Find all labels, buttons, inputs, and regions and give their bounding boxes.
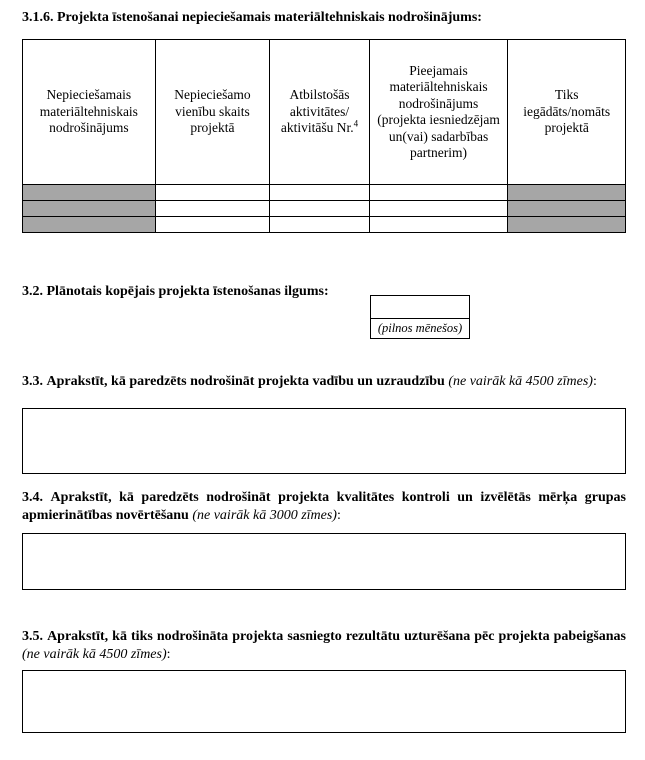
material-provision-table	[22, 39, 626, 233]
col-header-activity-number	[270, 40, 369, 185]
footnote-4-reference: 4	[353, 118, 359, 129]
section-3-3-colon: :	[592, 374, 597, 390]
duration-unit-label: (pilnos mēnešos)	[371, 319, 470, 339]
section-3-5-colon: :	[166, 647, 171, 663]
cell-activity-number[interactable]	[270, 185, 369, 201]
duration-unit-row	[371, 319, 470, 339]
cell-activity-number[interactable]	[270, 217, 369, 233]
section-3-3-title: Aprakstīt, kā paredzēts nodrošināt projekta vadību un uzraudzību	[46, 374, 445, 390]
section-3-2-heading	[22, 283, 370, 301]
section-3-1-6-heading	[22, 9, 626, 27]
duration-value-row	[371, 296, 470, 319]
section-3-4-limit-note: (ne vairāk kā 3000 zīmes)	[192, 508, 337, 524]
material-table-row	[23, 201, 626, 217]
col-header-purchased-rented: Tiks iegādāts/nomāts projektā	[508, 40, 626, 185]
section-3-4-colon: :	[336, 508, 341, 524]
material-table-header-row	[23, 40, 626, 185]
section-3-4-title: Aprakstīt, kā paredzēts nodrošināt projekta kvalitātes kontroli un izvēlētās mērķa grupas apmierinātības novērtēšanu	[22, 489, 627, 524]
section-3-3-heading	[22, 373, 626, 391]
section-3-5-input-box[interactable]	[22, 670, 626, 733]
section-3-3-input-box[interactable]	[22, 408, 626, 474]
cell-available-provision[interactable]	[369, 201, 508, 217]
section-3-5-limit-note: (ne vairāk kā 4500 zīmes)	[22, 647, 167, 663]
cell-purchased-rented	[508, 201, 626, 217]
col-header-activity-number-text: Atbilstošās aktivitātes/ aktivitāšu Nr.	[280, 87, 354, 136]
section-3-1-6-number: 3.1.6.	[22, 10, 54, 25]
section-3-2-number: 3.2.	[22, 284, 43, 300]
cell-units-count[interactable]	[155, 201, 270, 217]
cell-required-provision	[23, 185, 156, 201]
cell-required-provision	[23, 201, 156, 217]
section-3-5-number: 3.5.	[22, 628, 43, 644]
duration-value-cell[interactable]	[371, 296, 470, 319]
cell-available-provision[interactable]	[369, 185, 508, 201]
duration-box	[370, 295, 470, 339]
col-header-available-provision: Pieejamais materiāltehniskais nodrošinājums (projekta iesniedzējam un(vai) sadarbības partnerim)	[369, 40, 508, 185]
material-table-row	[23, 217, 626, 233]
section-3-5-title: Aprakstīt, kā tiks nodrošināta projekta sasniegto rezultātu uzturēšana pēc projekta pabeigšanas	[47, 628, 627, 644]
section-3-4-number: 3.4.	[22, 489, 43, 505]
cell-purchased-rented	[508, 185, 626, 201]
cell-units-count[interactable]	[155, 217, 270, 233]
section-3-4-heading	[22, 489, 626, 526]
section-3-5-heading	[22, 628, 626, 665]
cell-activity-number[interactable]	[270, 201, 369, 217]
cell-available-provision[interactable]	[369, 217, 508, 233]
cell-required-provision	[23, 217, 156, 233]
section-3-2	[22, 283, 626, 339]
material-table-row	[23, 185, 626, 201]
section-3-3-number: 3.3.	[22, 374, 43, 390]
section-3-4-input-box[interactable]	[22, 533, 626, 590]
col-header-units-count: Nepieciešamo vienību skaits projektā	[155, 40, 270, 185]
section-3-3-limit-note: (ne vairāk kā 4500 zīmes)	[448, 374, 593, 390]
cell-units-count[interactable]	[155, 185, 270, 201]
section-3-1-6-title: Projekta īstenošanai nepieciešamais materiāltehniskais nodrošinājums:	[57, 10, 482, 25]
cell-purchased-rented	[508, 217, 626, 233]
col-header-required-provision: Nepieciešamais materiāltehniskais nodrošinājums	[23, 40, 156, 185]
section-3-2-title: Plānotais kopējais projekta īstenošanas ilgums:	[46, 284, 329, 300]
